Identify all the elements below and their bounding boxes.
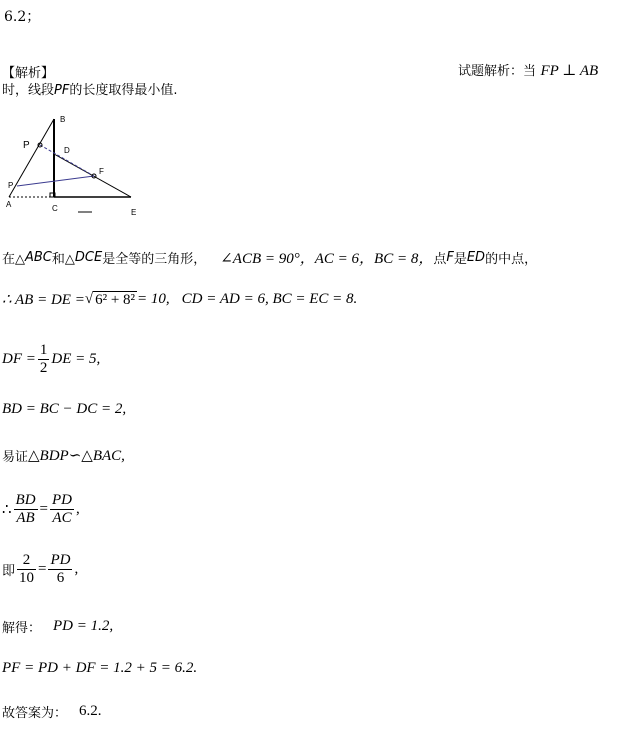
step1-g: 的中点， <box>485 252 538 267</box>
step-5 <box>2 446 125 465</box>
step-3 <box>2 342 100 377</box>
step-9: PF = PD + DF = 1.2 + 5 = 6.2. <box>2 660 198 676</box>
step1-a: 在△ <box>2 252 25 267</box>
step7-num2: PD <box>50 552 71 568</box>
step6-num1: BD <box>15 492 36 508</box>
label-p-top: P <box>23 140 30 151</box>
step8-a: 解得： <box>2 621 42 636</box>
line-ab <box>9 119 54 197</box>
step1-c: 是全等的三角形， <box>102 252 207 267</box>
label-b: B <box>60 115 66 124</box>
step2-c: CD = AD = 6, BC = EC = 8. <box>181 291 358 307</box>
step3-fraction <box>38 342 50 377</box>
perp-condition: FP ⊥ AB <box>540 63 599 79</box>
step-6 <box>2 492 80 527</box>
line-pf-bottom <box>17 176 94 186</box>
analysis-intro-right <box>458 60 598 80</box>
final-answer <box>2 702 102 721</box>
step1-d: 点 <box>433 252 447 267</box>
step-1 <box>2 247 537 268</box>
answer-line: 6.2； <box>4 9 41 25</box>
step1-e: 是 <box>453 252 467 267</box>
step1-math: ∠ACB = 90°，AC = 6，BC = 8， <box>220 251 434 267</box>
step7-num1: 2 <box>17 552 36 570</box>
step1-ed: ED <box>466 250 486 265</box>
label-d: D <box>64 146 70 155</box>
label-c: C <box>52 204 58 213</box>
step2-sqrt: 6² + 8² <box>95 292 136 308</box>
step7-eq: = <box>38 561 47 577</box>
step1-dce: DCE <box>74 250 103 265</box>
step6-fraction-1 <box>14 492 38 527</box>
step3-num: 1 <box>39 342 48 358</box>
step6-fraction-2 <box>50 492 74 527</box>
step7-end: , <box>74 561 79 577</box>
step2-a: ∴ AB = DE = <box>2 292 85 308</box>
step8-b: PD = 1.2, <box>53 618 114 634</box>
step6-num2: PD <box>52 492 73 508</box>
final-a: 故答案为： <box>2 706 68 721</box>
step5-b: △BDP∽△BAC, <box>28 448 125 464</box>
label-p-bottom: P <box>8 181 14 190</box>
step-8 <box>2 617 113 636</box>
step3-b: DE = 5, <box>51 351 101 367</box>
step7-a: 即 <box>2 564 16 579</box>
step6-a: ∴ <box>2 502 12 518</box>
analysis-line-2 <box>2 79 177 98</box>
analysis-intro-text: 试题解析：当 <box>458 64 537 79</box>
step1-f: F <box>446 250 454 265</box>
label-a: A <box>6 200 12 209</box>
step3-den: 2 <box>39 360 48 376</box>
step6-den1: AB <box>16 510 35 526</box>
analysis-header: 【解析】 <box>2 66 55 81</box>
step-2: ∴ AB = DE = √ 6² + 8² = 10, CD = AD = 6, BC = EC = 8. <box>2 291 358 308</box>
label-e: E <box>131 208 137 217</box>
analysis-line2-pf: PF <box>54 83 70 98</box>
step1-b: 和△ <box>51 252 75 267</box>
final-b: 6.2. <box>79 703 102 719</box>
step7-den2: 6 <box>56 570 65 586</box>
step3-a: DF = <box>2 351 36 367</box>
step7-fraction-2 <box>48 552 72 587</box>
step6-eq: = <box>39 501 49 517</box>
step6-end: , <box>76 501 80 517</box>
analysis-line2-b: 的长度取得最小值. <box>69 83 178 98</box>
step2-b: = 10, <box>137 291 170 307</box>
step1-abc: ABC <box>25 250 52 265</box>
step7-den1: 10 <box>19 570 35 586</box>
step6-den2: AC <box>52 510 72 526</box>
step7-fraction-1 <box>17 552 36 587</box>
step-4: BD = BC − DC = 2, <box>2 401 127 417</box>
step5-a: 易证 <box>2 450 29 465</box>
analysis-line2-a: 时，线段 <box>2 83 55 98</box>
label-f: F <box>99 167 104 176</box>
step-7 <box>2 552 78 587</box>
geometry-figure <box>0 108 150 223</box>
